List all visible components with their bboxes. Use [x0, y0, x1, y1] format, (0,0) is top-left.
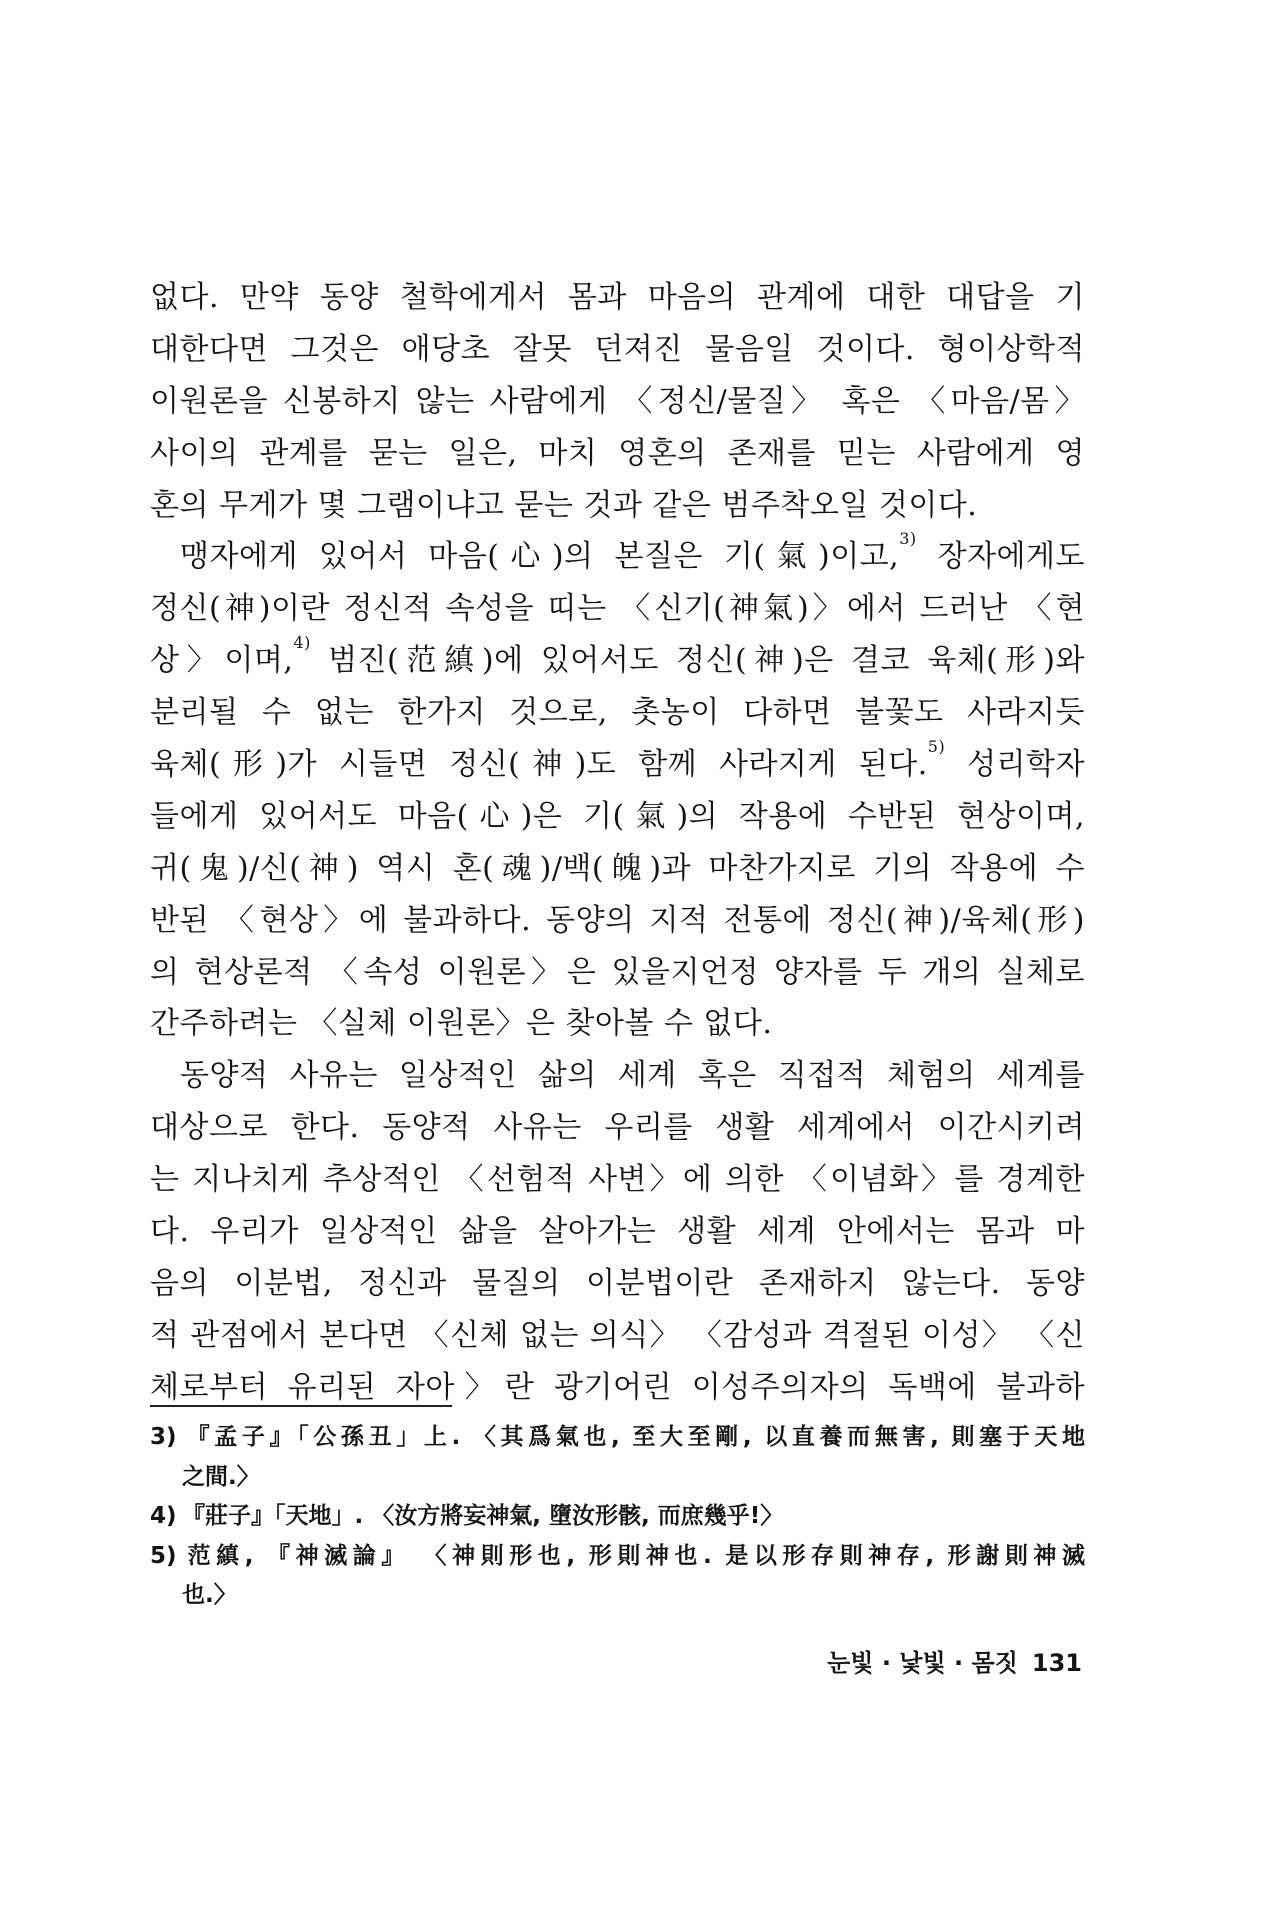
footnotes [150, 1418, 1085, 1616]
text-line: 귀(鬼)/신(神) 역시 혼(魂)/백(魄)과 마찬가지로 기의 작용에 수 [150, 850, 1085, 886]
text-line: 사이의 관계를 묻는 일은, 마치 영혼의 존재를 믿는 사람에게 영 [150, 435, 1085, 471]
text-line: 이원론을 신봉하지 않는 사람에게 〈정신/물질〉 혹은 〈마음/몸〉 [150, 383, 1085, 419]
text-line: 대상으로 한다. 동양적 사유는 우리를 생활 세계에서 이간시키려 [150, 1110, 1085, 1146]
running-title: 눈빛 · 낯빛 · 몸짓 [827, 1649, 1018, 1677]
running-footer [762, 1643, 1082, 1678]
footnote-line [150, 1418, 1085, 1458]
text-line: 분리될 수 없는 한가지 것으로, 촛농이 다하면 불꽃도 사라지듯 [150, 695, 1085, 731]
text-segment: 범진(范縝)에 있어서도 정신(神)은 결코 육체(形)와 [310, 643, 1085, 679]
text-line: 다. 우리가 일상적인 삶을 살아가는 생활 세계 안에서는 몸과 마 [150, 1214, 1085, 1250]
text-line: 혼의 무게가 몇 그램이냐고 묻는 것과 같은 범주착오일 것이다. [150, 487, 978, 523]
paragraph-1 [150, 272, 1085, 531]
text-line: 반된 〈현상〉에 불과하다. 동양의 지적 전통에 정신(神)/육체(形) [150, 902, 1085, 938]
footnote-line [150, 1497, 1085, 1537]
text-line [150, 739, 1085, 791]
footnote-text: 『孟子』「公孫丑」上. 〈其爲氣也, 至大至剛, 以直養而無害, 則塞于天地 [182, 1424, 1085, 1450]
text-line: 의 현상론적 〈속성 이원론〉은 있을지언정 양자를 두 개의 실체로 [150, 954, 1085, 990]
text-line: 는 지나치게 추상적인 〈선험적 사변〉에 의한 〈이념화〉를 경계한 [150, 1162, 1085, 1198]
text-line: 적 관점에서 본다면 〈신체 없는 의식〉 〈감성과 격절된 이성〉 〈신 [150, 1317, 1085, 1353]
text-line: 들에게 있어서도 마음(心)은 기(氣)의 작용에 수반된 현상이며, [150, 798, 1085, 834]
footnote-line: 之間.〉 [182, 1463, 260, 1490]
text-segment: 장자에게도 [916, 539, 1086, 575]
footnote-line [150, 1537, 1085, 1577]
text-segment: 육체(形)가 시들면 정신(神)도 함께 사라지게 된다. [150, 747, 928, 783]
text-segment: 성리학자 [945, 747, 1085, 783]
footnote-number: 5) [150, 1542, 177, 1569]
paragraph-3 [150, 1050, 1085, 1413]
body-text [150, 272, 1085, 1414]
text-segment: 맹자에게 있어서 마음(心)의 본질은 기(氣)이고, [180, 539, 900, 575]
text-segment: 상〉이며, [150, 643, 294, 679]
paragraph-2 [150, 531, 1085, 1050]
footnote-ref-4: 4) [293, 633, 311, 653]
footnote-ref-5: 5) [927, 737, 946, 757]
footnote-ref-3: 3) [899, 529, 917, 549]
text-line: 대한다면 그것은 애당초 잘못 던져진 물음일 것이다. 형이상학적 [150, 331, 1085, 367]
text-line: 정신(神)이란 정신적 속성을 띠는 〈신기(神氣)〉에서 드러난 〈현 [150, 591, 1085, 627]
footnote-4 [150, 1497, 1085, 1537]
footnote-number: 3) [150, 1424, 177, 1450]
text-line [150, 531, 1085, 583]
text-line: 동양적 사유는 일상적인 삶의 세계 혹은 직접적 체험의 세계를 [180, 1058, 1085, 1094]
page-number: 131 [1031, 1649, 1082, 1677]
text-line: 체로부터 유리된 자아〉란 광기어린 이성주의자의 독백에 불과하 [150, 1369, 1085, 1405]
footnote-divider [150, 1405, 452, 1407]
footnote-number: 4) [150, 1503, 177, 1529]
footnote-text: 『莊子』「天地」. 〈汝方將妄神氣, 墮汝形骸, 而庶幾乎!〉 [182, 1503, 784, 1529]
text-line: 없다. 만약 동양 철학에게서 몸과 마음의 관계에 대한 대답을 기 [150, 280, 1085, 315]
text-line [150, 635, 1085, 687]
footnote-3 [150, 1418, 1085, 1497]
footnote-5 [150, 1537, 1085, 1616]
text-line: 음의 이분법, 정신과 물질의 이분법이란 존재하지 않는다. 동양 [150, 1265, 1085, 1301]
footnote-line: 也.〉 [182, 1582, 237, 1608]
footnote-text: 范縝, 『神滅論』 〈神則形也, 形則神也. 是以形存則神存, 形謝則神滅 [182, 1542, 1085, 1569]
text-line: 간주하려는 〈실체 이원론〉은 찾아볼 수 없다. [150, 1006, 773, 1042]
